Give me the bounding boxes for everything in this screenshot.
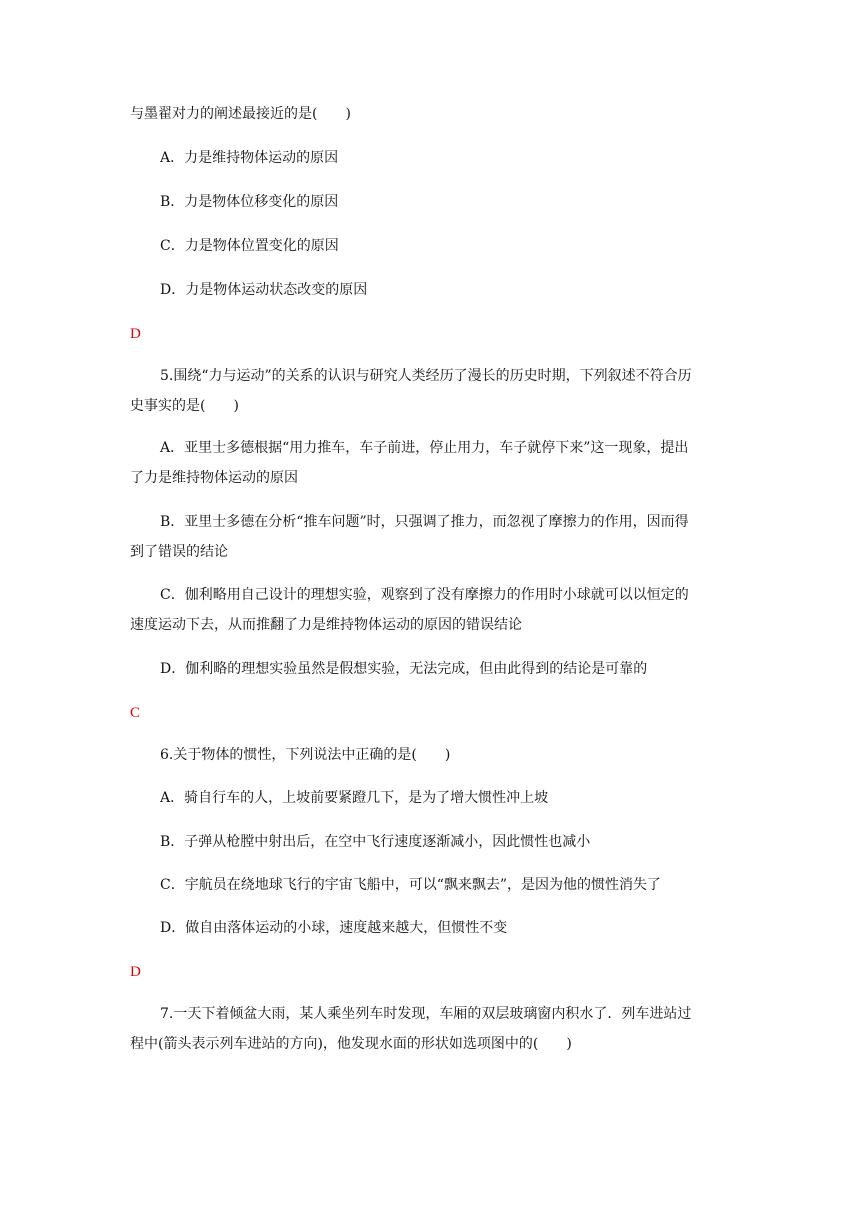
q6-answer: D — [130, 964, 141, 980]
q6-option-a: A．骑自行车的人，上坡前要紧蹬几下，是为了增大惯性冲上坡 — [160, 790, 549, 806]
q5-option-a-line1: A．亚里士多德根据“用力推车，车子前进，停止用力，车子就停下来”这一现象，提出 — [160, 440, 689, 456]
q5-option-d-line1: D．伽利略的理想实验虽然是假想实验，无法完成，但由此得到的结论是可靠的 — [160, 661, 648, 677]
q5-option-a-line2: 了力是维持物体运动的原因 — [130, 470, 298, 486]
q6-option-b: B．子弹从枪膛中射出后，在空中飞行速度逐渐减小，因此惯性也减小 — [160, 834, 591, 850]
q5-option-b-line2: 到了错误的结论 — [130, 544, 228, 560]
q4-option-c: C．力是物体位置变化的原因 — [160, 238, 339, 254]
q6-stem: 6.关于物体的惯性，下列说法中正确的是( ) — [160, 747, 451, 763]
q7-stem-line2: 程中(箭头表示列车进站的方向)，他发现水面的形状如选项图中的( ) — [130, 1036, 572, 1052]
q5-stem-line1: 5.围绕“力与运动”的关系的认识与研究人类经历了漫长的历史时期，下列叙述不符合历 — [160, 368, 692, 384]
q5-answer: C — [130, 705, 141, 721]
q4-answer: D — [130, 326, 141, 342]
q4-option-d: D．力是物体运动状态改变的原因 — [160, 282, 368, 298]
q5-option-c-line2: 速度运动下去，从而推翻了力是维持物体运动的原因的错误结论 — [130, 617, 522, 633]
q6-option-c: C．宇航员在绕地球飞行的宇宙飞船中，可以“飘来飘去”，是因为他的惯性消失了 — [160, 877, 662, 893]
q4-option-b: B．力是物体位移变化的原因 — [160, 194, 339, 210]
q5-stem-line2: 史事实的是( ) — [130, 398, 239, 414]
q6-option-d: D．做自由落体运动的小球，速度越来越大，但惯性不变 — [160, 920, 508, 936]
q4-stem-tail: 与墨翟对力的阐述最接近的是( ) — [130, 106, 351, 122]
q7-stem-line1: 7.一天下着倾盆大雨，某人乘坐列车时发现，车厢的双层玻璃窗内积水了．列车进站过 — [160, 1006, 692, 1022]
q5-option-c-line1: C．伽利略用自己设计的理想实验，观察到了没有摩擦力的作用时小球就可以以恒定的 — [160, 587, 689, 603]
q4-option-a: A．力是维持物体运动的原因 — [160, 150, 339, 166]
q5-option-b-line1: B．亚里士多德在分析“推车问题”时，只强调了推力，而忽视了摩擦力的作用，因而得 — [160, 514, 689, 530]
